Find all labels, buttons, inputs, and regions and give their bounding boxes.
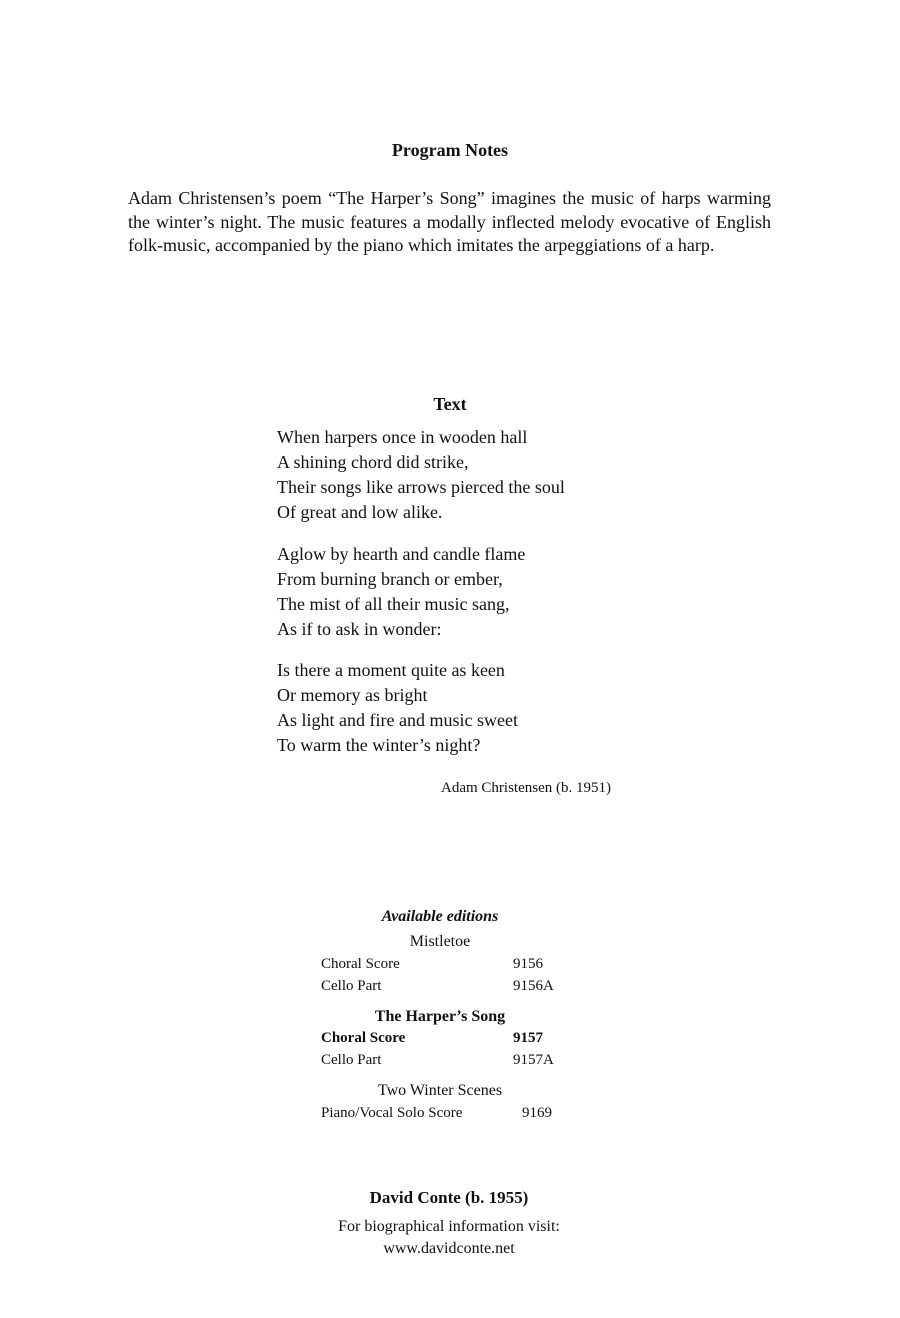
edition-label: Choral Score: [321, 956, 400, 972]
program-notes-body: Adam Christensen’s poem “The Harper’s Song” imagines the music of harps warming the winter’s night. The music features a modally inflected melody evocative of English folk-music, accompanied by the piano which imitates the arpeggiations of a harp.: [128, 188, 771, 255]
edition-row: [321, 1030, 543, 1047]
edition-number: 9156A: [513, 978, 554, 994]
composer-website: www.davidconte.net: [383, 1240, 515, 1257]
program-notes-heading: Program Notes: [391, 140, 509, 160]
poem-line: As if to ask in wonder:: [277, 619, 442, 639]
edition-number: 9157A: [513, 1052, 554, 1068]
edition-row: [321, 1052, 554, 1069]
edition-group-title: The Harper’s Song: [374, 1008, 506, 1025]
edition-label: Cello Part: [321, 978, 382, 994]
edition-row: [321, 978, 554, 995]
poem-line: Their songs like arrows pierced the soul: [277, 477, 565, 497]
edition-number: 9157: [513, 1030, 543, 1046]
edition-label: Cello Part: [321, 1052, 382, 1068]
poem-line: Aglow by hearth and candle flame: [277, 544, 526, 564]
available-editions-heading: Available editions: [381, 908, 499, 925]
edition-row: [321, 956, 543, 973]
poem-stanza-3: [277, 658, 518, 758]
edition-number: 9156: [513, 956, 543, 972]
poem-line: To warm the winter’s night?: [277, 735, 481, 755]
composer-name: David Conte (b. 1955): [369, 1188, 529, 1207]
bio-info-line: For biographical information visit:: [338, 1218, 560, 1235]
poem-stanza-2: [277, 542, 525, 642]
edition-number: 9169: [522, 1105, 552, 1121]
poem-line: When harpers once in wooden hall: [277, 427, 528, 447]
edition-row: [321, 1105, 552, 1122]
poem-line: The mist of all their music sang,: [277, 594, 510, 614]
edition-group-title: Mistletoe: [409, 933, 471, 950]
poem-line: A shining chord did strike,: [277, 452, 469, 472]
poem-line: Or memory as bright: [277, 685, 428, 705]
poem-author: Adam Christensen (b. 1951): [441, 780, 611, 796]
poem-stanza-1: [277, 425, 565, 525]
poem-line: Is there a moment quite as keen: [277, 660, 505, 680]
edition-label: Choral Score: [321, 1030, 406, 1046]
text-heading: Text: [433, 394, 467, 414]
poem-line: Of great and low alike.: [277, 502, 443, 522]
edition-label: Piano/Vocal Solo Score: [321, 1105, 463, 1121]
poem-line: As light and fire and music sweet: [277, 710, 518, 730]
edition-group-title: Two Winter Scenes: [377, 1082, 503, 1099]
poem-line: From burning branch or ember,: [277, 569, 503, 589]
